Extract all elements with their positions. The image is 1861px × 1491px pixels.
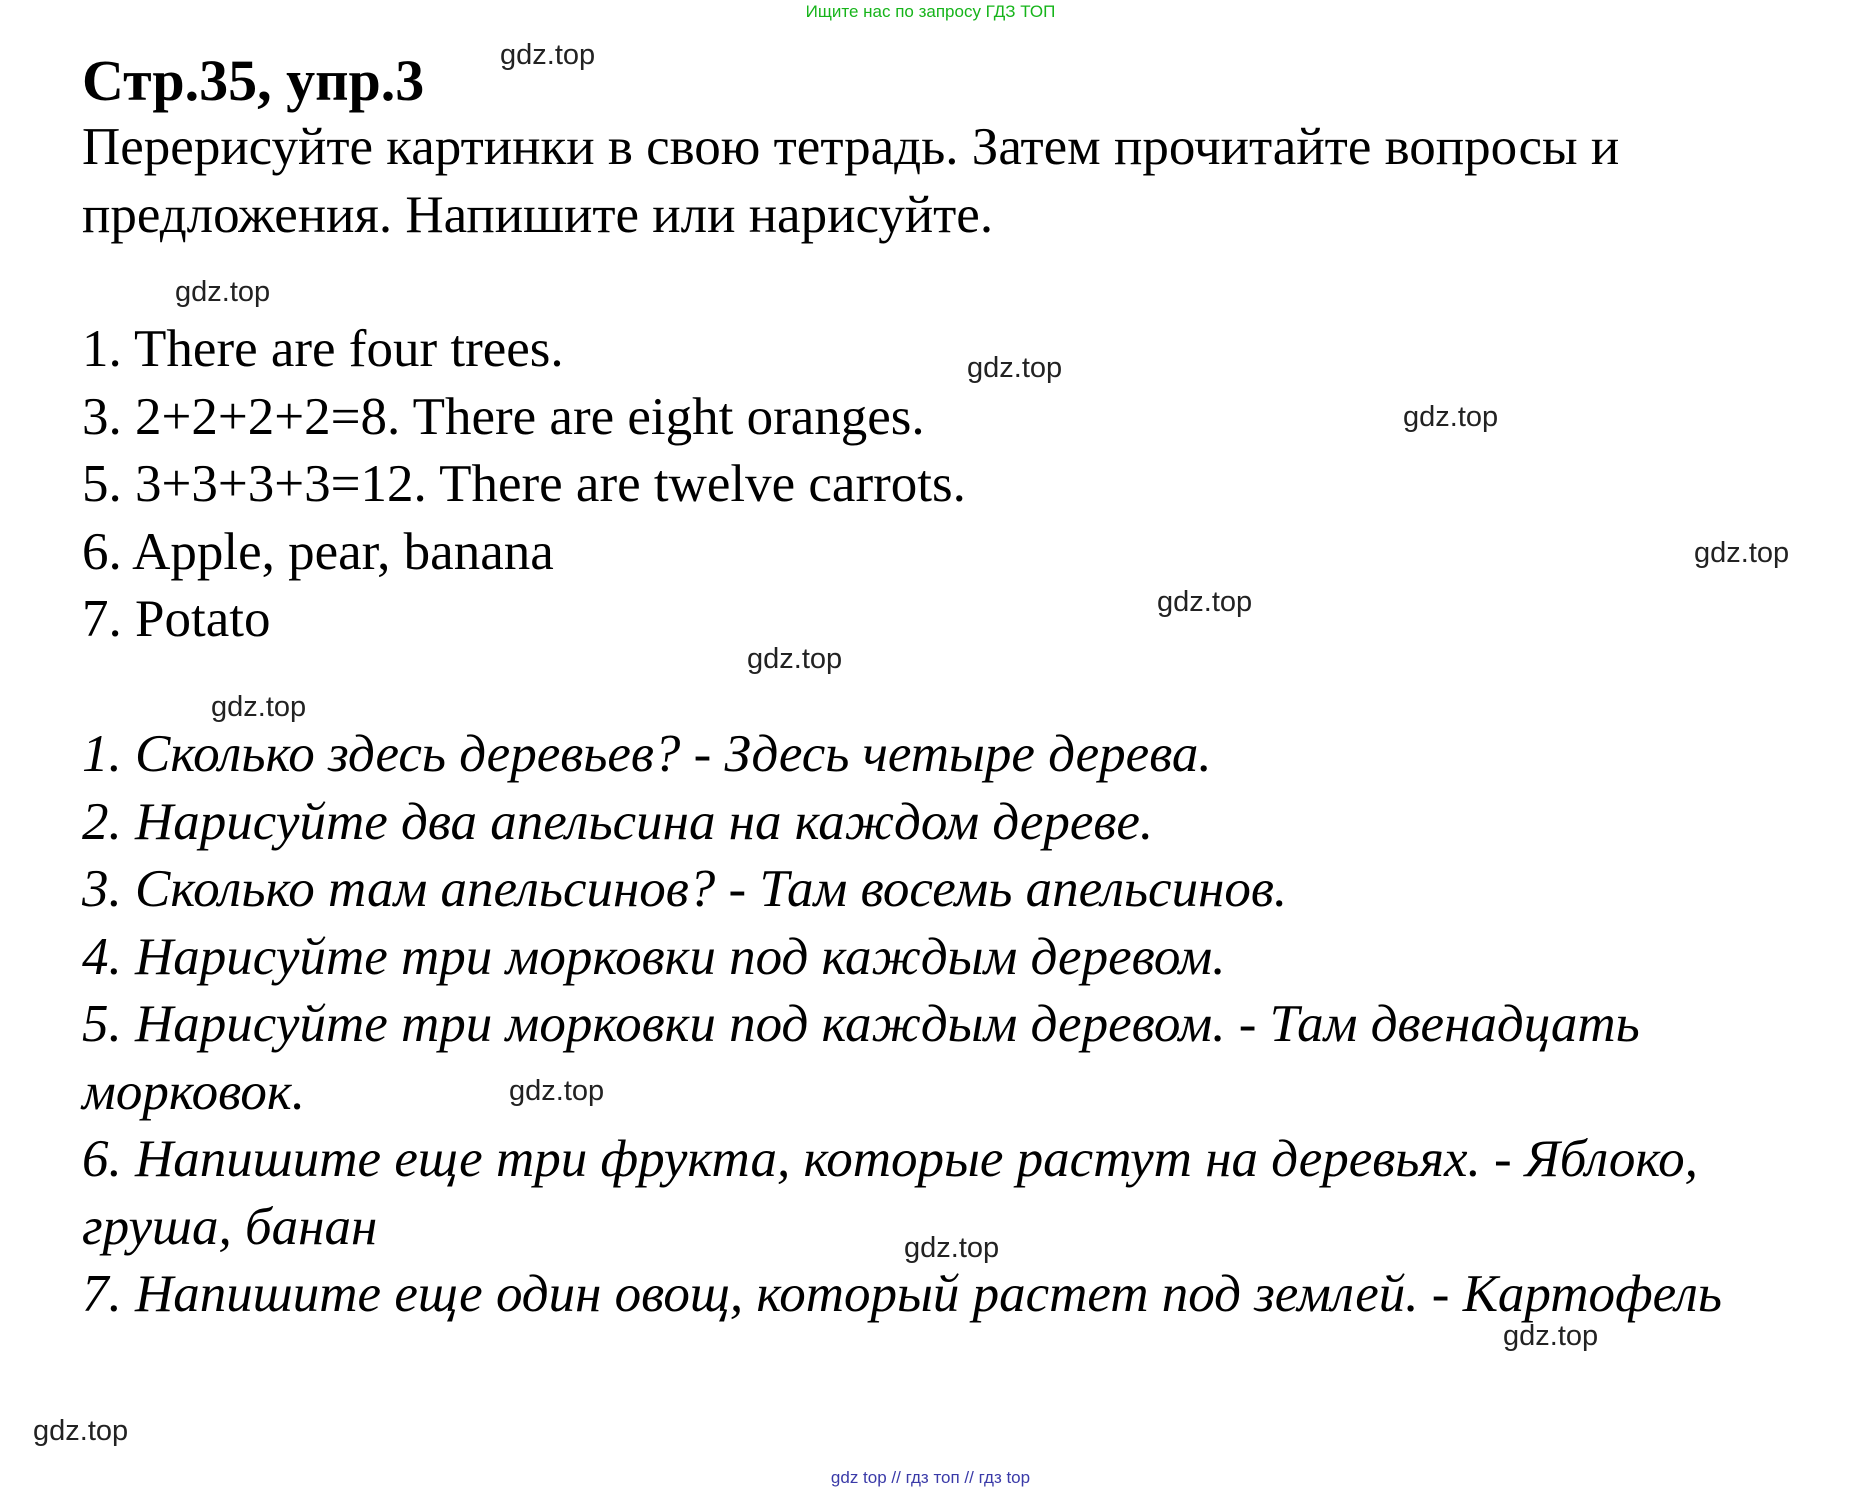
watermark: gdz.top [33, 1415, 129, 1447]
translation-line: 2. Нарисуйте два апельсина на каждом дереве. [82, 792, 1154, 851]
english-answers-list [82, 316, 966, 654]
watermark: gdz.top [500, 39, 596, 71]
answer-line: 3. 2+2+2+2=8. There are eight oranges. [82, 387, 925, 446]
answer-line: 1. There are four trees. [82, 320, 564, 378]
watermark: gdz.top [1503, 1320, 1599, 1352]
translation-line: 3. Сколько там апельсинов? - Там восемь апельсинов. [82, 860, 1288, 918]
answer-line: 6. Apple, pear, banana [82, 522, 554, 581]
translation-line: 1. Сколько здесь деревьев? - Здесь четыре дерева. [82, 725, 1212, 783]
watermark: gdz.top [1694, 537, 1790, 569]
watermark: gdz.top [211, 691, 307, 723]
answer-line: 5. 3+3+3+3=12. There are twelve carrots. [82, 455, 966, 513]
page-title: Стр.35, упр.3 [82, 48, 425, 113]
translation-line: 4. Нарисуйте три морковки под каждым деревом. [82, 927, 1226, 986]
translation-line: 7. Напишите еще один овощ, который растет под землей. - Картофель [82, 1265, 1723, 1323]
watermark: gdz.top [967, 352, 1063, 384]
translation-line: 6. Напишите еще три фрукта, которые растут на деревьях. - Яблоко, груша, банан [82, 1130, 1698, 1256]
task-instructions: Перерисуйте картинки в свою тетрадь. Затем прочитайте вопросы и предложения. Напишите или нарисуйте. [82, 118, 1620, 244]
watermark: gdz.top [747, 643, 843, 675]
answer-line: 7. Potato [82, 590, 271, 648]
footer-links: gdz top // гдз топ // гдз top [830, 1468, 1031, 1487]
translation-line: 5. Нарисуйте три морковки под каждым деревом. - Там двенадцать морковок. [82, 995, 1640, 1121]
watermark: gdz.top [175, 276, 271, 308]
watermark: gdz.top [1403, 401, 1499, 433]
watermark: gdz.top [1157, 586, 1253, 618]
watermark: gdz.top [509, 1075, 605, 1107]
search-banner: Ищите нас по запросу ГДЗ ТОП [805, 2, 1056, 21]
watermark: gdz.top [904, 1232, 1000, 1264]
